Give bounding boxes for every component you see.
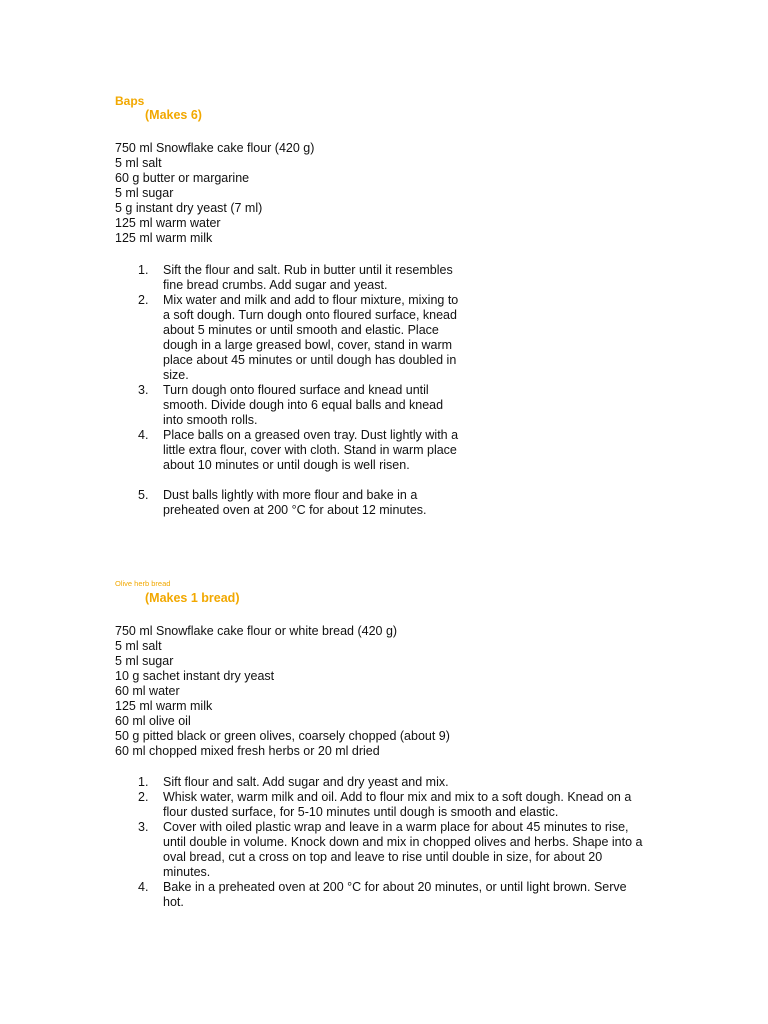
step-text: Mix water and milk and add to flour mixture, mixing to a soft dough. Turn dough onto floured surface, knead about 5 minutes or until smooth and elastic. Place dough in a large greased bowl, cover, stand in warm place about 45 minutes or until dough has doubled in size.	[163, 293, 459, 382]
step-number: 1.	[138, 263, 149, 277]
ingredient-item: 750 ml Snowflake cake flour or white bread (420 g)	[115, 624, 398, 638]
ingredient-item: 5 ml sugar	[115, 654, 174, 668]
step-text: Place balls on a greased oven tray. Dust lightly with a little extra flour, cover with cloth. Stand in warm place about 10 minutes or until dough is well risen.	[163, 428, 459, 472]
ingredient-item: 125 ml warm water	[115, 216, 221, 230]
step-item	[138, 383, 460, 428]
step-item	[138, 263, 460, 293]
ingredient-item: 125 ml warm milk	[115, 231, 213, 245]
step-number: 5.	[138, 488, 149, 502]
step-text: Bake in a preheated oven at 200 °C for about 20 minutes, or until light brown. Serve hot.	[163, 880, 627, 909]
step-number: 1.	[138, 775, 149, 789]
ingredients-list-baps	[115, 141, 314, 246]
step-item	[138, 293, 460, 383]
step-text: Whisk water, warm milk and oil. Add to flour mix and mix to a soft dough. Knead on a flour dusted surface, for 5-10 minutes until dough is smooth and elastic.	[163, 790, 632, 819]
step-text: Sift flour and salt. Add sugar and dry yeast and mix.	[163, 775, 449, 789]
ingredient-item: 50 g pitted black or green olives, coarsely chopped (about 9)	[115, 729, 450, 743]
ingredient-item: 60 ml chopped mixed fresh herbs or 20 ml dried	[115, 744, 380, 758]
step-number: 3.	[138, 383, 149, 397]
ingredient-item: 125 ml warm milk	[115, 699, 213, 713]
ingredient-item: 5 ml sugar	[115, 186, 174, 200]
steps-list-baps	[138, 263, 460, 518]
ingredient-item: 5 ml salt	[115, 156, 162, 170]
recipe-title-olive-herb-bread: Olive herb bread	[115, 579, 171, 588]
ingredient-item: 60 ml olive oil	[115, 714, 191, 728]
ingredient-item: 5 g instant dry yeast (7 ml)	[115, 201, 263, 215]
ingredient-item: 60 g butter or margarine	[115, 171, 250, 185]
step-item	[138, 775, 650, 790]
step-text: Turn dough onto floured surface and knead until smooth. Divide dough into 6 equal balls and knead into smooth rolls.	[163, 383, 444, 427]
recipe-yield-baps: (Makes 6)	[145, 108, 202, 122]
step-item	[138, 820, 650, 880]
recipe-yield-olive-herb-bread: (Makes 1 bread)	[145, 591, 240, 605]
step-number: 4.	[138, 880, 149, 894]
step-item	[138, 880, 650, 910]
step-item	[138, 790, 650, 820]
step-number: 3.	[138, 820, 149, 834]
step-text: Dust balls lightly with more flour and bake in a preheated oven at 200 °C for about 12 minutes.	[163, 488, 427, 517]
step-text: Sift the flour and salt. Rub in butter until it resembles fine bread crumbs. Add sugar and yeast.	[163, 263, 453, 292]
ingredient-item: 60 ml water	[115, 684, 180, 698]
step-number: 4.	[138, 428, 149, 442]
ingredient-item: 750 ml Snowflake cake flour (420 g)	[115, 141, 315, 155]
ingredients-list-olive-herb-bread	[115, 624, 450, 759]
ingredient-item: 5 ml salt	[115, 639, 162, 653]
step-item	[138, 488, 460, 518]
recipe-title-baps: Baps	[115, 94, 145, 108]
steps-list-olive-herb-bread	[138, 775, 650, 910]
step-text: Cover with oiled plastic wrap and leave in a warm place for about 45 minutes to rise, until double in volume. Knock down and mix in chopped olives and herbs. Shape into a oval bread, cut a cross on top and leave to rise until double in size, for about 20 minutes.	[163, 820, 643, 879]
step-number: 2.	[138, 293, 149, 307]
step-item	[138, 428, 460, 473]
ingredient-item: 10 g sachet instant dry yeast	[115, 669, 275, 683]
step-number: 2.	[138, 790, 149, 804]
